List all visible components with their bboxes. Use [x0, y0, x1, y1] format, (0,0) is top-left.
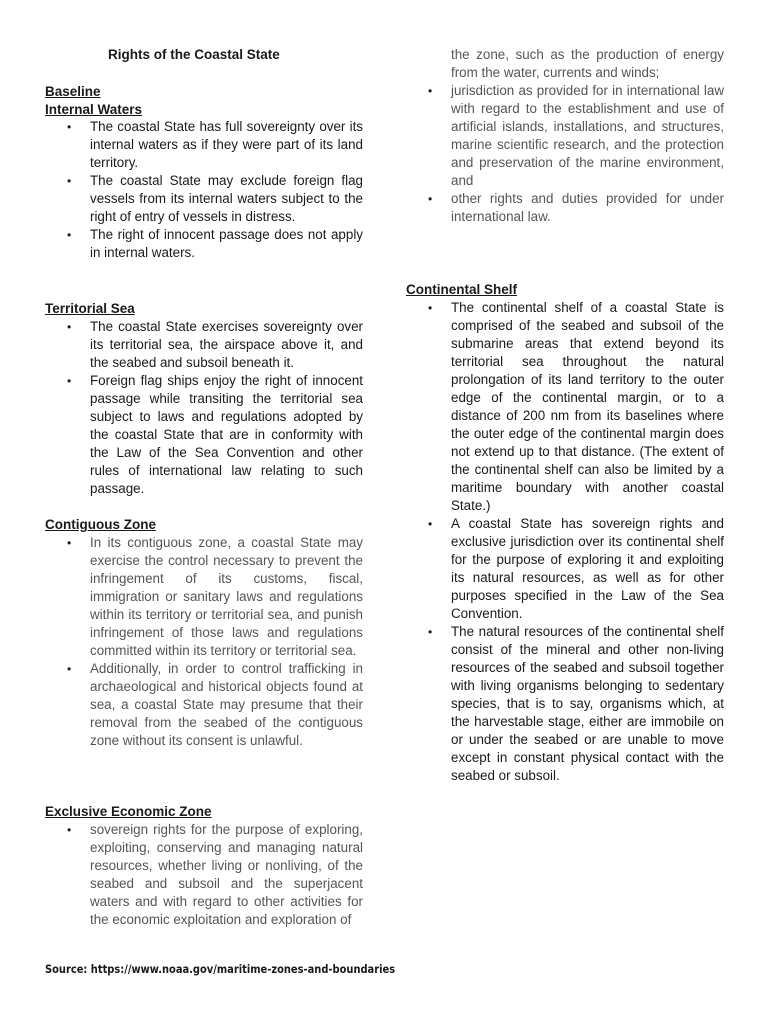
- internal-waters-list: [45, 118, 363, 262]
- bullet-icon: •: [67, 120, 72, 134]
- page-title: Rights of the Coastal State: [108, 47, 280, 62]
- list-item: • sovereign rights for the purpose of exploring, exploiting, conserving and managing natural resources, whether living or nonliving, of the seabed and subsoil and the superjacent waters and with regard to other activities for the economic exploitation and exploration of: [67, 821, 363, 927]
- list-item: • The coastal State has full sovereignty over its internal waters as if they were part of its land territory.: [67, 119, 363, 170]
- baseline-heading: Baseline: [45, 84, 101, 99]
- territorial-sea-list: [45, 318, 363, 498]
- bullet-icon: •: [67, 373, 72, 388]
- list-item: • The continental shelf of a coastal State is comprised of the seabed and subsoil of the submarine areas that extend beyond its territorial sea throughout the natural prolongation of its land territory to the outer edge of the continental margin, or to a distance of 200 nm from its baselines where the outer edge of the continental margin does not extend up to that distance. (The extent of the continental shelf can also be limited by a maritime boundary with another coastal State.): [428, 299, 724, 513]
- bullet-icon: •: [428, 300, 433, 315]
- list-item: • A coastal State has sovereign rights and exclusive jurisdiction over its continental shelf for the purpose of exploring it and exploiting its natural resources, as well as for other purposes specified in the Law of the Sea Convention.: [428, 515, 724, 621]
- continental-shelf-heading: Continental Shelf: [406, 282, 517, 297]
- bullet-icon: •: [67, 822, 72, 837]
- list-item: • Foreign flag ships enjoy the right of innocent passage while transiting the territorial sea subject to laws and regulations adopted by the coastal State that are in conformity with the Law of the Sea Convention and other rules of international law relating to such passage.: [67, 372, 363, 496]
- list-item: • The coastal State may exclude foreign flag vessels from its internal waters subject to the right of entry of vessels in distress.: [67, 173, 363, 224]
- bullet-icon: •: [428, 84, 433, 98]
- list-item: • Additionally, in order to control trafficking in archaeological and historical objects found at sea, a coastal State may presume that their removal from the seabed of the contiguous zone without its consent is unlawful.: [67, 660, 363, 748]
- bullet-icon: •: [67, 319, 72, 334]
- contiguous-zone-list: [45, 534, 363, 750]
- list-item: • jurisdiction as provided for in international law with regard to the establishment and use of artificial islands, installations, and structures, marine scientific research, and the protection and preservation of the marine environment, and: [428, 83, 724, 188]
- bullet-icon: •: [67, 228, 72, 242]
- continental-shelf-list: [406, 299, 724, 785]
- contiguous-zone-section: [45, 516, 363, 750]
- bullet-icon: •: [428, 516, 433, 531]
- territorial-sea-heading: Territorial Sea: [45, 301, 135, 316]
- list-item: • In its contiguous zone, a coastal State may exercise the control necessary to prevent the infringement of its customs, fiscal, immigration or sanitary laws and regulations within its territory or territorial sea, and punish infringement of those laws and regulations committed within its territory or territorial sea.: [67, 534, 363, 658]
- territorial-sea-section: [45, 300, 363, 498]
- eez-continuation-section: [406, 46, 724, 226]
- list-item: • The coastal State exercises sovereignty over its territorial sea, the airspace above it, and the seabed and subsoil beneath it.: [67, 318, 363, 370]
- bullet-icon: •: [67, 174, 72, 188]
- bullet-icon: •: [428, 624, 433, 639]
- eez-list: [45, 821, 363, 929]
- bullet-icon: •: [428, 192, 433, 206]
- list-item: • other rights and duties provided for under international law.: [428, 191, 724, 224]
- eez-section: [45, 803, 363, 929]
- bullet-icon: •: [67, 661, 72, 676]
- continental-shelf-section: [406, 281, 724, 785]
- contiguous-zone-heading: Contiguous Zone: [45, 517, 156, 532]
- internal-waters-section: [45, 83, 363, 262]
- eez-heading: Exclusive Economic Zone: [45, 804, 212, 819]
- eez-continued-list: [406, 46, 724, 226]
- source-citation: Source: https://www.noaa.gov/maritime-zones-and-boundaries: [45, 962, 396, 976]
- list-item: • The right of innocent passage does not apply in internal waters.: [67, 227, 363, 260]
- bullet-icon: •: [67, 535, 72, 550]
- internal-waters-heading: Internal Waters: [45, 101, 143, 117]
- list-item: the zone, such as the production of energy from the water, currents and winds;: [451, 47, 724, 80]
- list-item: • The natural resources of the continental shelf consist of the mineral and other non-living resources of the seabed and subsoil together with living organisms belonging to sedentary species, that is to say, organisms which, at the harvestable stage, either are immobile on or under the seabed or are unable to move except in constant physical contact with the seabed or subsoil.: [428, 623, 724, 783]
